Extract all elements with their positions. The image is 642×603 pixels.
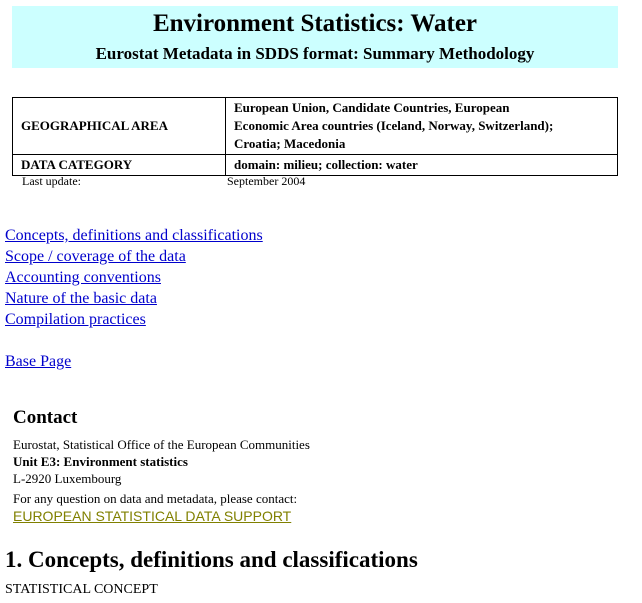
- section-heading: 1. Concepts, definitions and classifications: [5, 547, 418, 572]
- geo-area-line: European Union, Candidate Countries, European: [234, 100, 510, 115]
- last-update-label: Last update:: [22, 174, 81, 188]
- header-banner: [12, 6, 618, 68]
- section-subheading: STATISTICAL CONCEPT: [5, 582, 158, 597]
- contact-org: Eurostat, Statistical Office of the European Communities: [13, 437, 310, 452]
- contact-block: [13, 406, 310, 526]
- data-category-value: domain: milieu; collection: water: [226, 155, 618, 176]
- nav-link-compilation[interactable]: Compilation practices: [5, 311, 146, 328]
- geo-area-label: GEOGRAPHICAL AREA: [13, 98, 226, 155]
- contact-address: L-2920 Luxembourg: [13, 471, 122, 486]
- last-update-value: September 2004: [227, 174, 306, 188]
- metadata-table: [12, 97, 618, 176]
- contact-heading: Contact: [13, 407, 78, 428]
- section-nav: [5, 225, 263, 330]
- data-category-label: DATA CATEGORY: [13, 155, 226, 176]
- nav-link-scope[interactable]: Scope / coverage of the data: [5, 248, 186, 265]
- page-title: Environment Statistics: Water: [152, 10, 478, 37]
- nav-link-concepts[interactable]: Concepts, definitions and classifications: [5, 227, 263, 244]
- nav-link-basic-data[interactable]: Nature of the basic data: [5, 290, 157, 307]
- geo-area-line: Economic Area countries (Iceland, Norway, Switzerland);: [234, 118, 554, 133]
- contact-unit: Unit E3: Environment statistics: [13, 454, 188, 469]
- geo-area-line: Croatia; Macedonia: [234, 136, 346, 151]
- geo-area-value: [226, 98, 618, 155]
- table-row: [13, 98, 618, 155]
- table-row: [13, 155, 618, 176]
- contact-note: For any question on data and metadata, please contact:: [13, 491, 298, 506]
- nav-link-accounting[interactable]: Accounting conventions: [5, 269, 161, 286]
- base-page-link[interactable]: Base Page: [5, 353, 72, 370]
- base-page-nav: [5, 351, 71, 372]
- data-support-link[interactable]: EUROPEAN STATISTICAL DATA SUPPORT: [13, 508, 292, 524]
- page-subtitle: Eurostat Metadata in SDDS format: Summary Methodology: [95, 44, 535, 63]
